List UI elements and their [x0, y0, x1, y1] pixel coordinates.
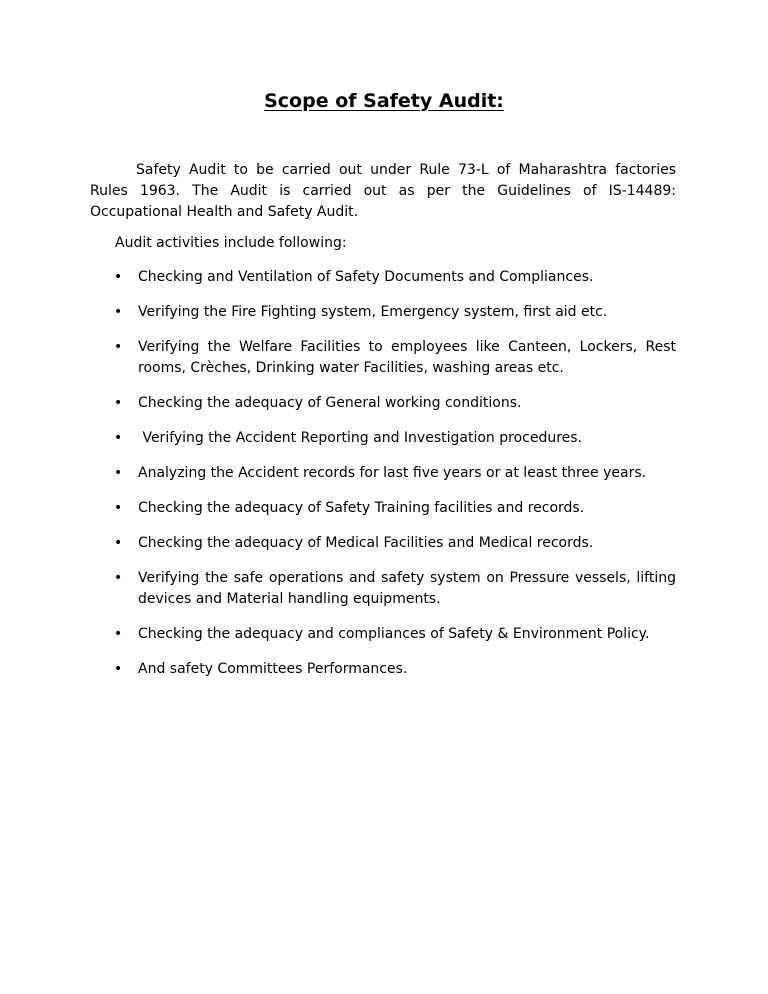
bullet-icon: •: [114, 339, 123, 355]
list-item-text: And safety Committees Performances.: [138, 661, 408, 677]
bullet-icon: •: [114, 661, 123, 677]
list-item-text: Verifying the Accident Reporting and Investigation procedures.: [138, 430, 583, 446]
intro-paragraph: Safety Audit to be carried out under Rule 73-L of Maharashtra factories Rules 1963. The Audit is carried out as per the Guidelines of IS-14489: Occupational Health and Safety Audit.: [90, 162, 676, 220]
bullet-icon: •: [114, 500, 123, 516]
list-item: [114, 568, 676, 610]
page-title: [0, 88, 768, 114]
list-item: [114, 659, 676, 680]
list-item: [114, 267, 676, 288]
list-item: [114, 463, 676, 484]
bullet-icon: •: [114, 626, 123, 642]
list-item-text: Checking the adequacy of Safety Training facilities and records.: [138, 500, 585, 516]
bullet-icon: •: [114, 395, 123, 411]
activities-lead-text: Audit activities include following:: [115, 235, 347, 251]
list-item: [114, 302, 676, 323]
bullet-icon: •: [114, 465, 123, 481]
list-item-text: Verifying the safe operations and safety system on Pressure vessels, lifting devices and Material handling equipments.: [138, 570, 676, 607]
list-item: [114, 498, 676, 519]
list-item-text: Checking the adequacy of General working conditions.: [138, 395, 522, 411]
bullet-icon: •: [114, 304, 123, 320]
list-item-text: Checking and Ventilation of Safety Documents and Compliances.: [138, 269, 594, 285]
bullet-icon: •: [114, 430, 123, 446]
list-item-text: Verifying the Fire Fighting system, Emergency system, first aid etc.: [138, 304, 608, 320]
list-item-text: Checking the adequacy and compliances of Safety & Environment Policy.: [138, 626, 650, 642]
audit-activities-list: [114, 267, 676, 694]
list-item: [114, 393, 676, 414]
page-title-text: Scope of Safety Audit:: [264, 90, 504, 112]
list-item: [114, 337, 676, 379]
list-item: [114, 428, 676, 449]
list-item-text: Analyzing the Accident records for last five years or at least three years.: [138, 465, 647, 481]
list-item-text: Checking the adequacy of Medical Facilities and Medical records.: [138, 535, 594, 551]
bullet-icon: •: [114, 570, 123, 586]
bullet-icon: •: [114, 535, 123, 551]
list-item: [114, 624, 676, 645]
list-item: [114, 533, 676, 554]
bullet-icon: •: [114, 269, 123, 285]
list-item-text: Verifying the Welfare Facilities to employees like Canteen, Lockers, Rest rooms, Crèches, Drinking water Facilities, washing areas etc.: [138, 339, 676, 376]
